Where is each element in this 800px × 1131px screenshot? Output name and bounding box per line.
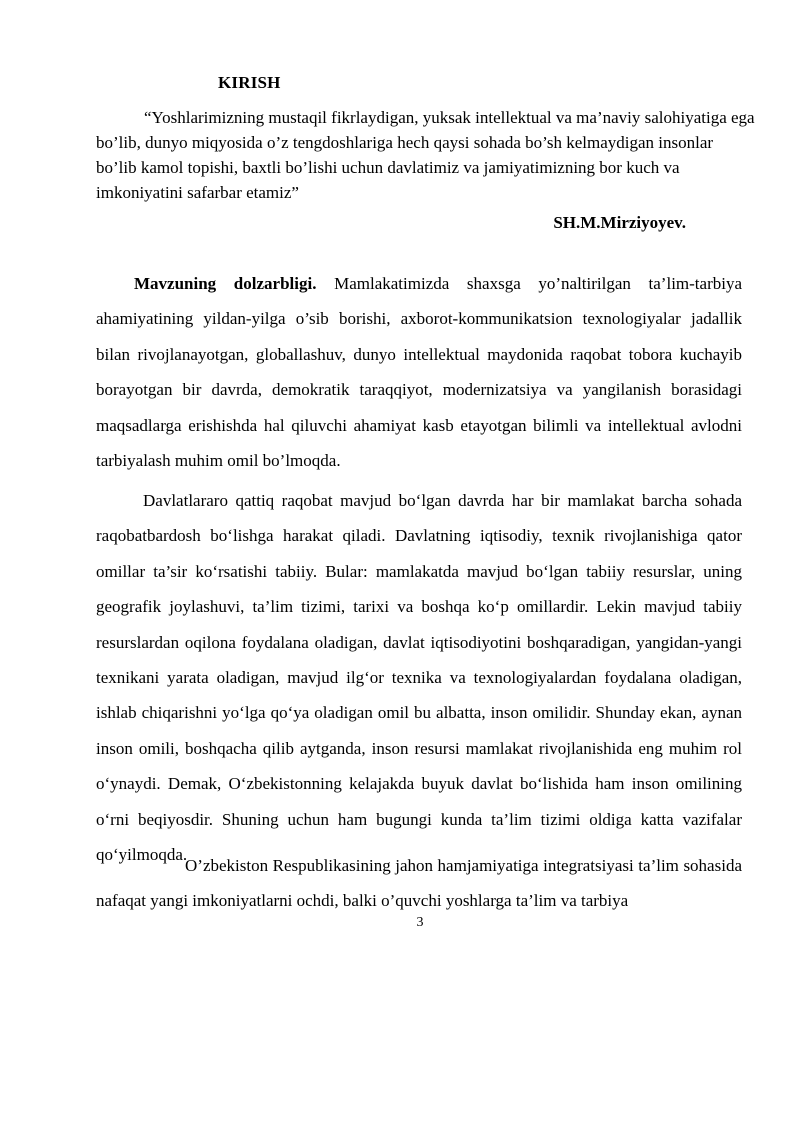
paragraph-lead-heading: Mavzuning dolzarbligi. — [134, 274, 317, 293]
epigraph-signature: SH.M.Mirziyoyev. — [553, 213, 686, 232]
page-number: 3 — [416, 915, 424, 930]
paragraph-integration: O’zbekiston Respublikasining jahon hamjamiyatiga integratsiyasi ta’lim sohasida nafaqat yangi imkoniyatlarni ochdi, balki o’quvchi yoshlarga ta’lim va tarbiya — [96, 856, 742, 911]
section-heading: KIRISH — [218, 73, 281, 92]
epigraph-quote: “Yoshlarimizning mustaqil fikrlaydigan, yuksak intellektual va ma’naviy salohiyatiga ega bo’lib, dunyo miqyosida o’z tengdoshlariga hech qaysi sohada bo’sh kelmaydigan insonlar bo’lib kamol topishi, baxtli bo’lishi uchun davlatimiz va jamiyatimizning bor kuch va imkoniyatini safarbar etamiz” — [96, 108, 755, 202]
paragraph-competition: Davlatlararo qattiq raqobat mavjud bo‘lgan davrda har bir mamlakat barcha sohada raqobatbardosh bo‘lishga harakat qiladi. Davlatning iqtisodiy, texnik rivojlanishiga qator omillar ta’sir ko‘rsatishi tabiiy. Bular: mamlakatda mavjud bo‘lgan tabiiy resurslar, uning geografik joylashuvi, ta’lim tizimi, tarixi va boshqa ko‘p omillardir. Lekin mavjud tabiiy resurslardan oqilona foydalana oladigan, davlat iqtisodiyotini boshqaradigan, yangidan-yangi texnikani yarata oladigan, mavjud ilg‘or texnika va texnologiyalardan foydalana oladigan, ishlab chiqarishni yo‘lga qo‘ya oladigan omil bu albatta, inson omilidir. Shunday ekan, aynan inson omili, boshqacha qilib aytganda, inson resursi mamlakat rivojlanishida eng muhim rol o‘ynaydi. Demak, O‘zbekistonning kelajakda buyuk davlat bo‘lishida ham inson omilining o‘rni beqiyosdir. Shuning uchun ham bugungi kunda ta’lim tizimi oldiga katta vazifalar qo‘yilmoqda. — [96, 491, 742, 865]
paragraph-text: Mamlakatimizda shaxsga yo’naltirilgan ta’lim-tarbiya ahamiyatining yildan-yilga o’sib borishi, axborot-kommunikatsion texnologiyalar jadallik bilan rivojlanayotgan, globallashuv, dunyo intellektual maydonida raqobat tobora kuchayib borayotgan bir davrda, demokratik taraqqiyot, modernizatsiya va yangilanish borasidagi maqsadlarga erishishda hal qiluvchi ahamiyat kasb etayotgan bilimli va intellektual avlodni tarbiyalash muhim omil bo’lmoqda. — [96, 274, 742, 471]
paragraph-relevance — [96, 266, 742, 478]
